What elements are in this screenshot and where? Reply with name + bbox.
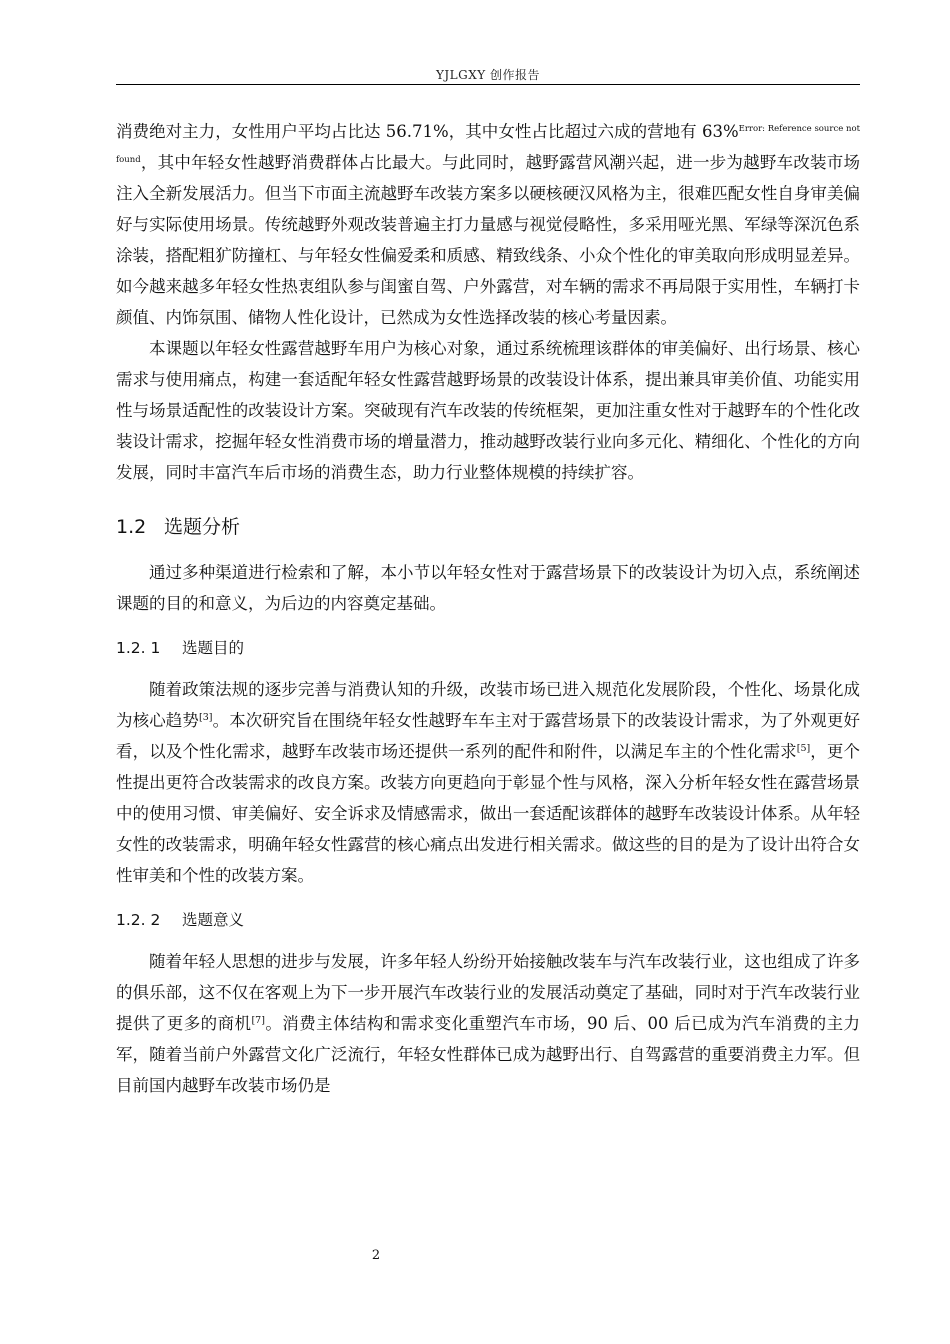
page-body: [116, 116, 860, 1101]
error-reference: Error: Reference source not found: [116, 124, 860, 165]
citation: [3]: [199, 712, 213, 723]
subsection-heading: 1.2. 1 选题目的: [116, 639, 245, 657]
paragraph: 随着政策法规的逐步完善与消费认知的升级，改装市场已进入规范化发展阶段，个性化、场景化成为核心趋势[3]。本次研究旨在围绕年轻女性越野车车主对于露营场景下的改装设计需求，为了外观更好看，以及个性化需求，越野车改装市场还提供一系列的配件和附件，以满足车主的个性化需求[5]，更个性提出更符合改装需求的改良方案。改装方向更趋向于彰显个性与风格，深入分析年轻女性在露营场景中的使用习惯、审美偏好、安全诉求及情感需求，做出一套适配该群体的越野车改装设计体系。从年轻女性的改装需求，明确年轻女性露营的核心痛点出发进行相关需求。做这些的目的是为了设计出符合女性审美和个性的改装方案。: [116, 680, 861, 885]
page-number: 2: [371, 1248, 381, 1263]
paragraph: 本课题以年轻女性露营越野车用户为核心对象，通过系统梳理该群体的审美偏好、出行场景、核心需求与使用痛点，构建一套适配年轻女性露营越野场景的改装设计体系，提出兼具审美价值、功能实用性与场景适配性的改装设计方案。突破现有汽车改装的传统框架，更加注重女性对于越野车的个性化改装设计需求，挖掘年轻女性消费市场的增量潜力，推动越野改装行业向多元化、精细化、个性化的方向发展，同时丰富汽车后市场的消费生态，助力行业整体规模的持续扩容。: [116, 339, 860, 482]
citation: [5]: [796, 743, 811, 754]
paragraph: 通过多种渠道进行检索和了解，本小节以年轻女性对于露营场景下的改装设计为切入点，系统阐述课题的目的和意义，为后边的内容奠定基础。: [116, 563, 860, 613]
subsection-heading: 1.2. 2 选题意义: [116, 911, 245, 929]
paragraph: 消费绝对主力，女性用户平均占比达 56.71%，其中女性占比超过六成的营地有 63%$^{Error: Reference source not found}$，其中年轻女性越野消费群体占比最大。与此同时，越野露营风潮兴起，进一步为越野车改装市场注入全新发展活力。但当下市面主流越野车改装方案多以硬核硬汉风格为主，很难匹配女性自身审美偏好与实际使用场景。传统越野外观改装普遍主打力量感与视觉侵略性，多采用哑光黑、军绿等深沉色系涂装，搭配粗犷防撞杠、与年轻女性偏爱柔和质感、精致线条、小众个性化的审美取向形成明显差异。如今越来越多年轻女性热衷组队参与闺蜜自驾、户外露营，对车辆的需求不再局限于实用性，车辆打卡颜值、内饰氛围、储物人性化设计，已然成为女性选择改装的核心考量因素。: [116, 122, 860, 327]
header-rule: [116, 84, 860, 85]
citation: [7]: [251, 1015, 265, 1026]
section-heading: 1.2 选题分析: [116, 516, 241, 538]
paragraph: 随着年轻人思想的进步与发展，许多年轻人纷纷开始接触改装车与汽车改装行业，这也组成了许多的俱乐部，这不仅在客观上为下一步开展汽车改装行业的发展活动奠定了基础，同时对于汽车改装行业提供了更多的商机[7]。消费主体结构和需求变化重塑汽车市场，90 后、00 后已成为汽车消费的主力军，随着当前户外露营文化广泛流行，年轻女性群体已成为越野出行、自驾露营的重要消费主力军。但目前国内越野车改装市场仍是: [116, 952, 860, 1095]
running-header: YJLGXY 创作报告: [435, 68, 541, 82]
